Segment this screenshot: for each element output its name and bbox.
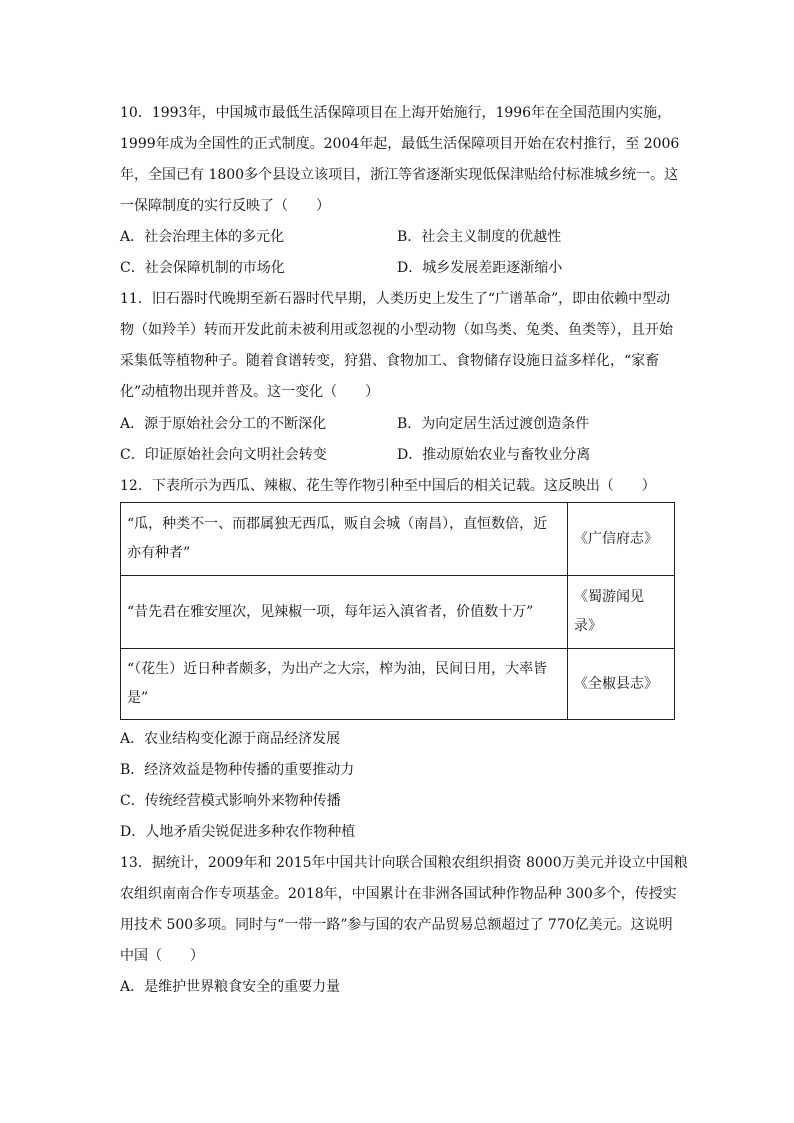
q10-option-c[interactable]: C．社会保障机制的市场化 bbox=[120, 260, 285, 276]
table-quote-cell bbox=[121, 649, 568, 720]
q11-option-c[interactable]: C．印证原始社会向文明社会转变 bbox=[120, 447, 327, 463]
q10-option-b[interactable]: B．社会主义制度的优越性 bbox=[397, 229, 562, 245]
q11-line-4: 化”动植物出现并普及。这一变化（ ） bbox=[120, 384, 380, 400]
table-quote-cell bbox=[121, 576, 568, 649]
q13-line-4: 中国（ ） bbox=[120, 948, 204, 964]
quote-line: 是” bbox=[127, 690, 149, 706]
q13-option-a[interactable]: A．是维护世界粮食安全的重要力量 bbox=[120, 979, 341, 995]
q13-line-1: 13．据统计，2009年和 2015年中国共计向联合国粮农组织捐资 8000万美元并设立中国粮 bbox=[120, 855, 688, 871]
table-row bbox=[121, 649, 675, 720]
q10-line-2: 1999年成为全国性的正式制度。2004年起，最低生活保障项目开始在农村推行，至 2006 bbox=[120, 136, 680, 152]
q10-option-d[interactable]: D．城乡发展差距逐渐缩小 bbox=[397, 260, 563, 276]
table-source-cell bbox=[568, 503, 675, 576]
q13-line-2: 农组织南南合作专项基金。2018年，中国累计在非洲各国试种作物品种 300多个，传授实 bbox=[120, 886, 677, 902]
table-quote-cell bbox=[121, 503, 568, 576]
table-row bbox=[121, 576, 675, 649]
q10-line-1: 10．1993年，中国城市最低生活保障项目在上海开始施行，1996年在全国范围内实施， bbox=[120, 105, 672, 121]
q12-option-d[interactable]: D．人地矛盾尖锐促进多种农作物种植 bbox=[120, 824, 356, 840]
q13-line-3: 用技术 500多项。同时与“一带一路”参与国的农产品贸易总额超过了 770亿美元。这说明 bbox=[120, 917, 673, 933]
q11-option-d[interactable]: D．推动原始农业与畜牧业分离 bbox=[397, 447, 591, 463]
table-source-cell bbox=[568, 649, 675, 720]
source-line: 《蜀游闻见 bbox=[574, 589, 644, 605]
q10-option-a[interactable]: A．社会治理主体的多元化 bbox=[120, 229, 285, 245]
q12-option-c[interactable]: C．传统经营模式影响外来物种传播 bbox=[120, 793, 341, 809]
quote-line: “（花生）近日种者颇多，为出产之大宗，榨为油，民间日用，大率皆 bbox=[127, 661, 548, 677]
q12-option-b[interactable]: B．经济效益是物种传播的重要推动力 bbox=[120, 762, 355, 778]
quote-line: “瓜，种类不一、而郡属独无西瓜，贩自会城（南昌），直恒数倍，近 bbox=[127, 516, 548, 532]
q12-option-a[interactable]: A．农业结构变化源于商品经济发展 bbox=[120, 731, 341, 747]
q11-line-3: 采集低等植物种子。随着食谱转变，狩猎、食物加工、食物储存设施日益多样化，“家畜 bbox=[120, 353, 660, 369]
q11-option-b[interactable]: B．为向定居生活过渡创造条件 bbox=[397, 416, 590, 432]
q10-line-4: 一保障制度的实行反映了（ ） bbox=[120, 198, 330, 214]
q11-option-a[interactable]: A．源于原始社会分工的不断深化 bbox=[120, 416, 327, 432]
q11-line-1: 11．旧石器时代晚期至新石器时代早期，人类历史上发生了“广谱革命”，即由依赖中型动 bbox=[120, 291, 671, 307]
q10-line-3: 年，全国已有 1800多个县设立该项目，浙江等省逐渐实现低保津贴给付标准城乡统一。这 bbox=[120, 167, 679, 183]
table-source-cell bbox=[568, 576, 675, 649]
quote-line: 亦有种者” bbox=[127, 545, 191, 561]
q12-stem: 12．下表所示为西瓜、辣椒、花生等作物引种至中国后的相关记载。这反映出（ ） bbox=[120, 478, 656, 494]
table-row bbox=[121, 503, 675, 576]
quote-line: “昔先君在雅安厘次，见辣椒一项，每年运入滇省者，价值数十万” bbox=[127, 603, 534, 620]
source-line: 《广信府志》 bbox=[574, 530, 658, 547]
source-line: 《全椒县志》 bbox=[574, 675, 658, 692]
source-line: 录》 bbox=[574, 618, 602, 634]
q11-line-2: 物（如羚羊）转而开发此前未被利用或忽视的小型动物（如鸟类、兔类、鱼类等），且开始 bbox=[120, 322, 673, 338]
q12-source-table bbox=[120, 502, 675, 720]
